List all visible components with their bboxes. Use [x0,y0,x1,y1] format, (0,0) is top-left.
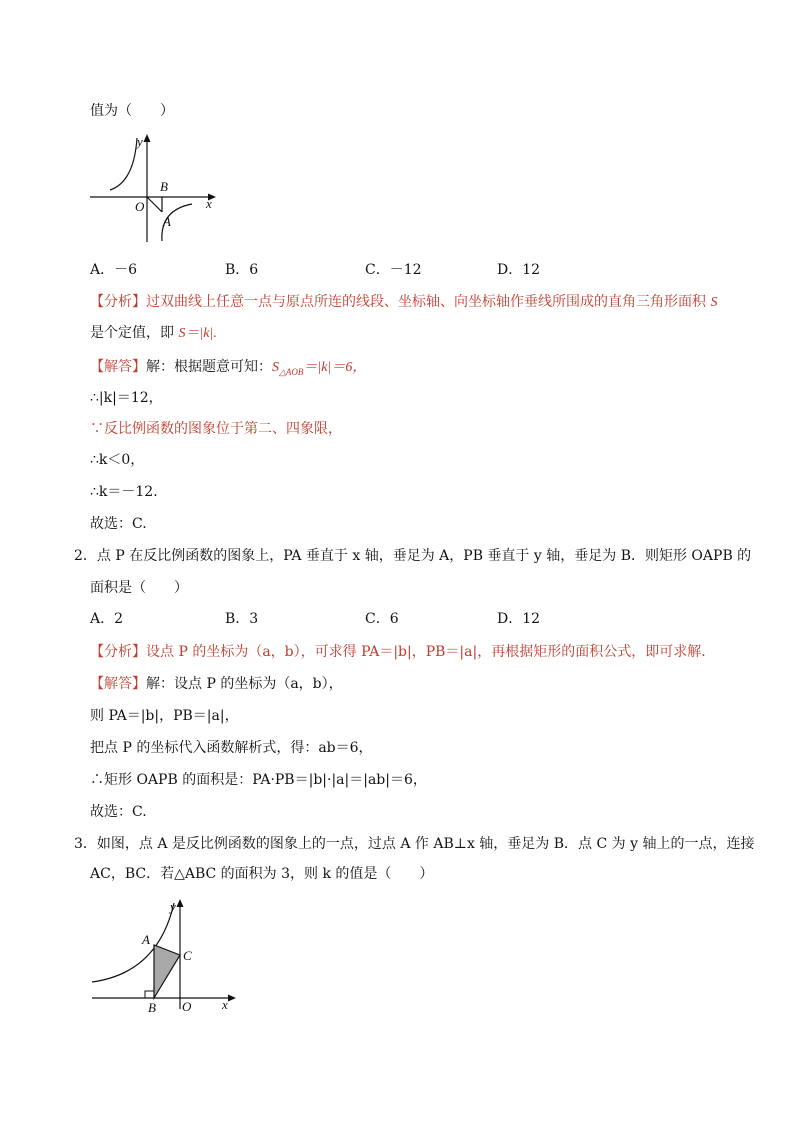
q2-answer-line3: 把点 P 的坐标代入函数解析式，得：ab＝6， [90,740,373,756]
q2-stem-line1: 2．点 P 在反比例函数的图象上，PA 垂直于 x 轴，垂足为 A，PB 垂直于 y 轴，垂足为 B．则矩形 OAPB 的 [74,548,752,564]
q2-stem-line2: 面积是（ ） [90,580,188,596]
origin-label: O [182,999,192,1014]
x-axis-label: x [222,997,228,1012]
q1-option-b: B．6 [225,262,259,278]
q2-answer-line1: 【解答】解：设点 P 的坐标为（a，b）， [90,676,343,692]
q2-answer-line5: 故选：C. [90,804,147,820]
q1-option-d: D．12 [497,262,541,278]
q2-option-b: B．3 [225,611,259,627]
q2-analysis: 【分析】设点 P 的坐标为（a，b），可求得 PA＝|b|，PB＝|a|，再根据矩形的面积公式，即可求解． [90,644,716,660]
q1-stem-tail: 值为（ ） [90,103,174,119]
q2-option-c: C．6 [365,611,399,627]
q1-answer-line6: 故选：C. [90,516,147,532]
q1-figure [88,130,228,250]
q2-answer-line2: 则 PA＝|b|，PB＝|a|， [90,708,239,724]
origin-label: O [135,199,145,214]
y-axis-label: y [170,899,176,914]
q2-option-a: A．2 [90,611,124,627]
point-a-label: A [142,932,150,947]
q3-figure [88,895,243,1015]
answer-tag: 【解答】 [90,359,146,375]
q1-answer-line4: ∴k＜0， [90,452,145,468]
q2-option-d: D．12 [497,611,541,627]
q3-stem-line2: AC，BC．若△ABC 的面积为 3，则 k 的值是（ ） [90,866,434,882]
q1-option-c: C．－12 [365,262,422,278]
q1-analysis-line1: 【分析】过双曲线上任意一点与原点所连的线段、坐标轴、向坐标轴作垂线所围成的直角三角形面积 S [90,294,718,310]
point-a-label: A [163,214,171,229]
q1-answer-line1: 【解答】解：根据题意可知：$S_{\triangle AOB}=|k|=6$， [90,359,367,377]
point-b-label: B [160,179,168,194]
q1-answer-line5: ∴k＝－12. [90,484,158,500]
q2-answer-line4: ∴矩形 OAPB 的面积是：PA·PB＝|b|·|a|＝|ab|＝6， [90,772,427,788]
analysis-tag: 【分析】 [90,294,146,310]
q1-option-a: A．－6 [90,262,138,278]
q3-stem-line1: 3．如图，点 A 是反比例函数的图象上的一点，过点 A 作 AB⊥x 轴，垂足为 B．点 C 为 y 轴上的一点，连接 [74,836,755,852]
point-b-label: B [148,1000,156,1015]
q1-answer-line3: ∵反比例函数的图象位于第二、四象限， [90,421,342,437]
x-axis-label: x [206,196,212,211]
analysis-tag: 【分析】 [90,644,146,660]
q1-analysis-line2: 是个定值，即 S＝|k|. [90,325,217,341]
point-c-label: C [183,948,192,963]
y-axis-label: y [137,134,143,149]
answer-tag: 【解答】 [90,676,146,692]
q1-answer-line2: ∴|k|＝12， [90,390,163,406]
